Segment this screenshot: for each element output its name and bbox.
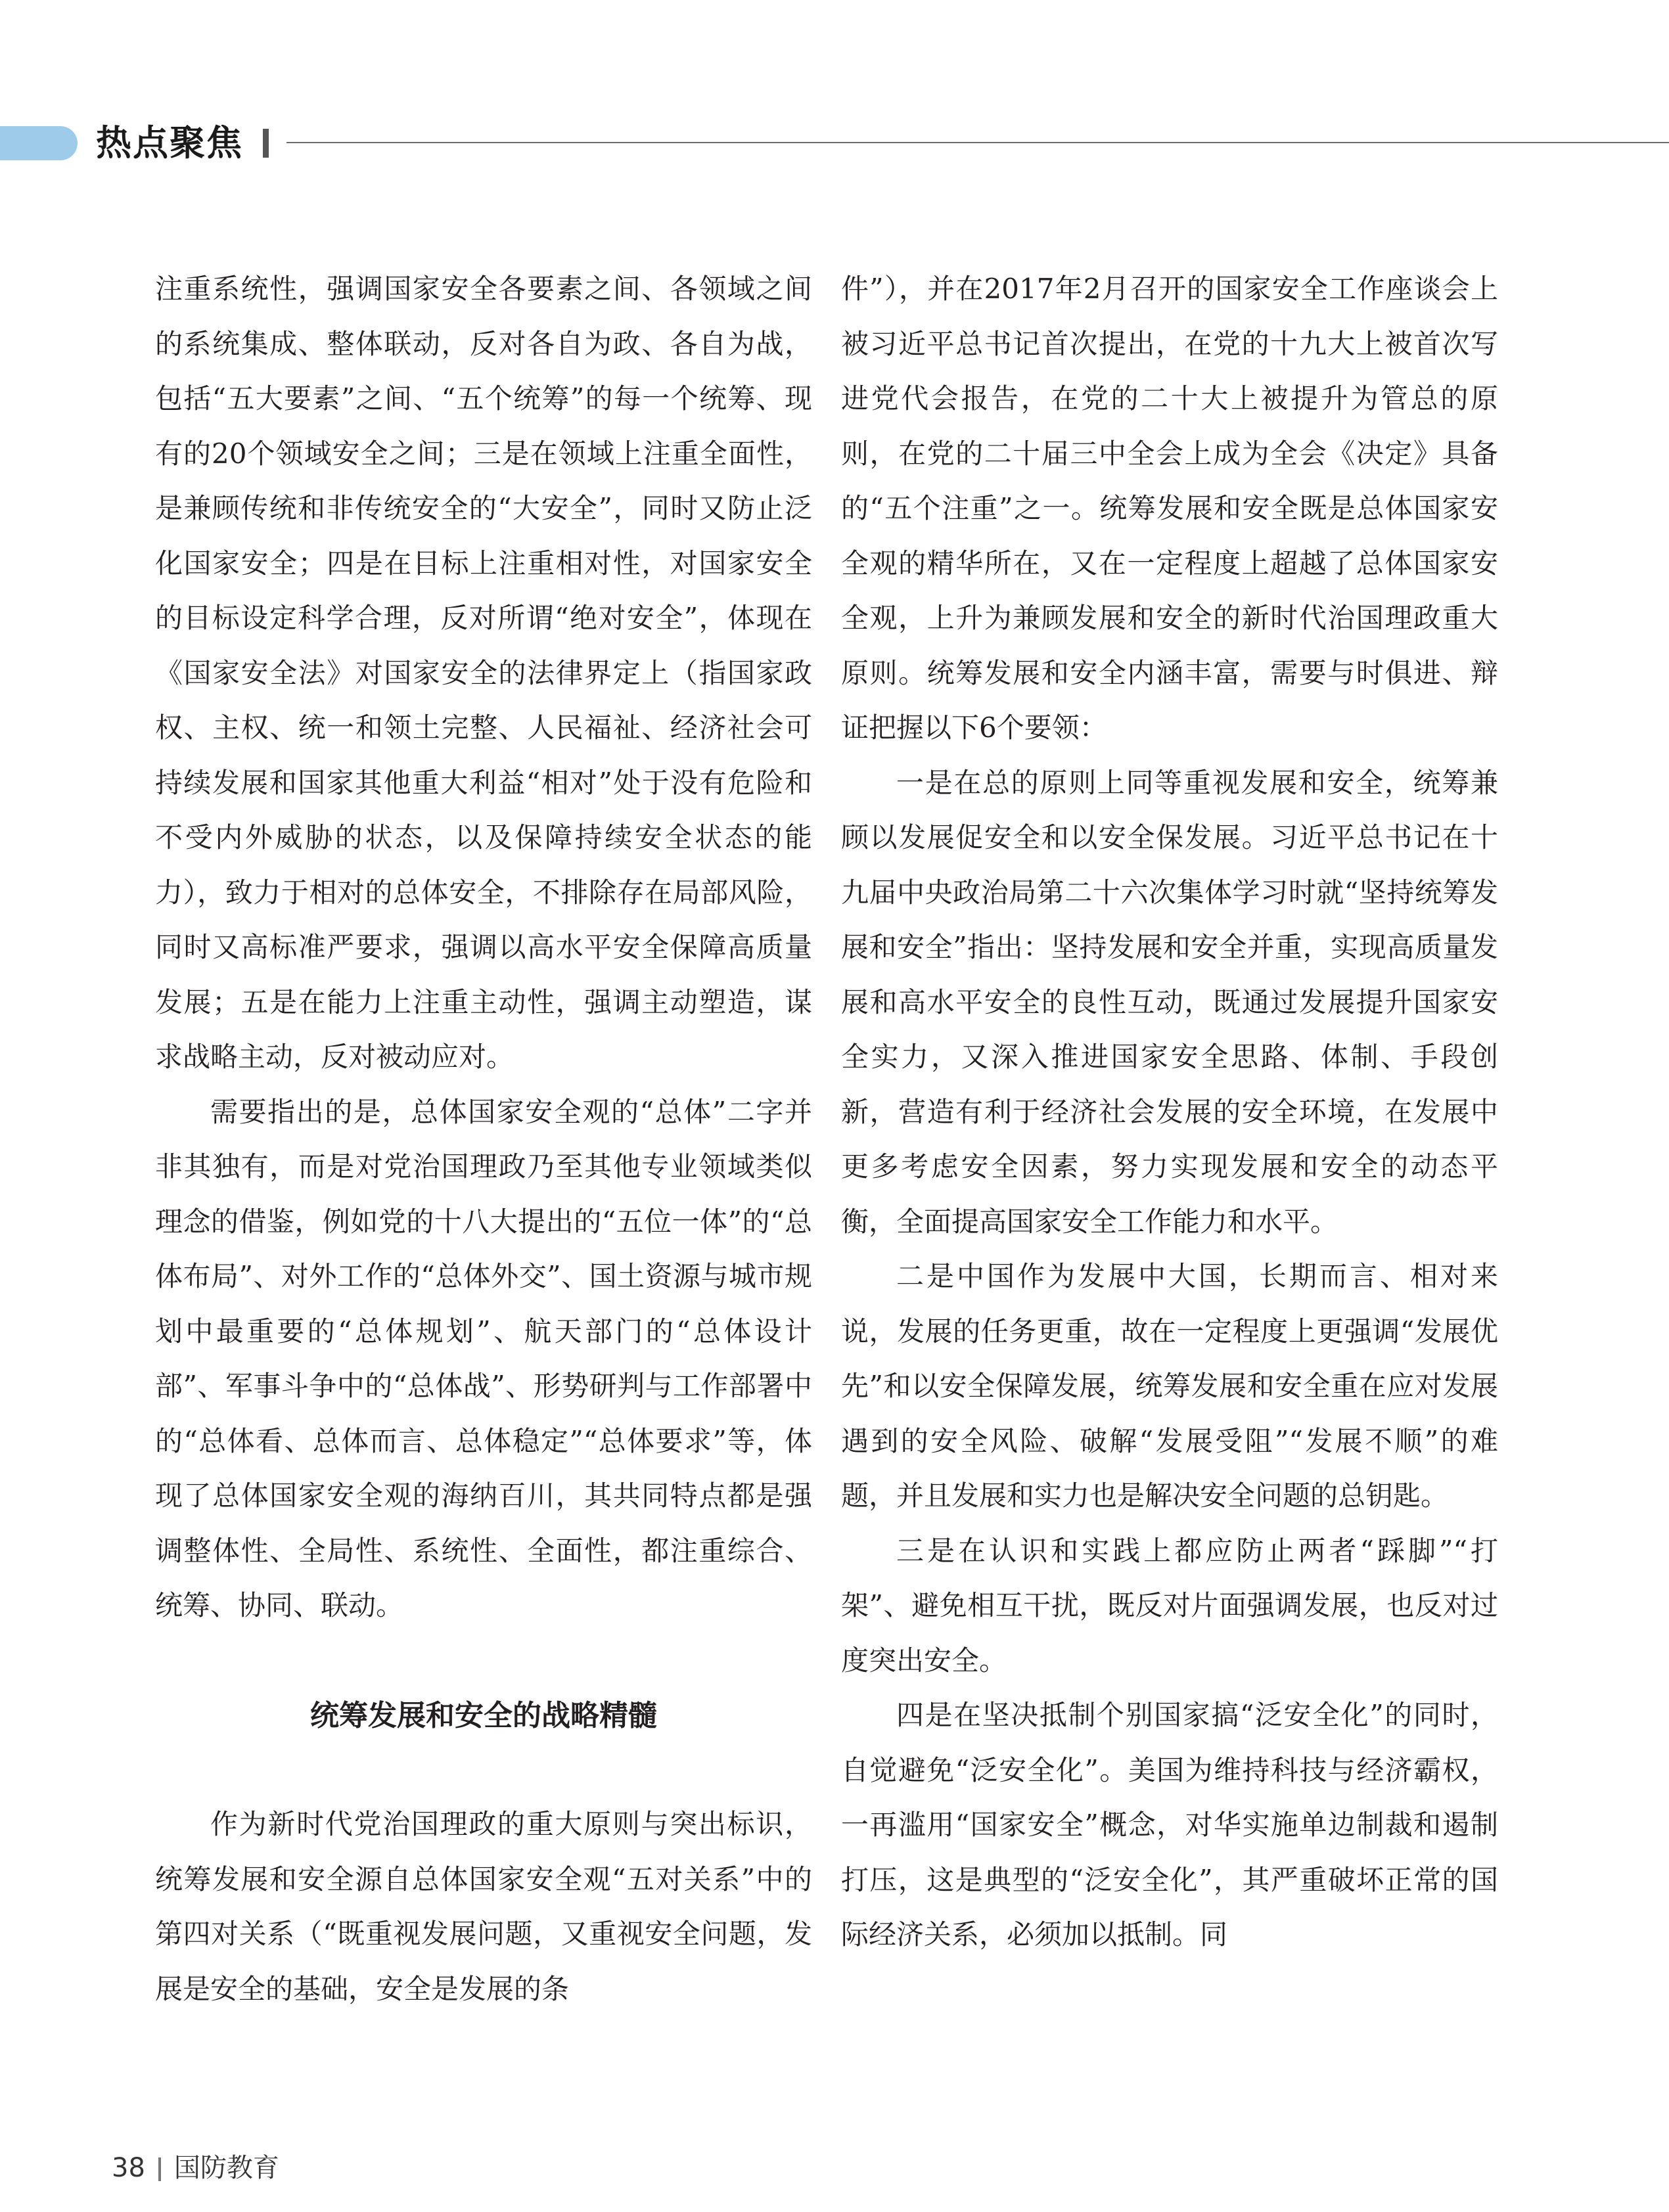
footer-separator [158, 2157, 161, 2181]
paragraph: 二是中国作为发展中大国，长期而言、相对来说，发展的任务更重，故在一定程度上更强调“发展优先”和以安全保障发展，统筹发展和安全重在应对发展遇到的安全风险、破解“发展受阻”“发展不顺”的难题，并且发展和实力也是解决安全问题的总钥匙。 [841, 1260, 1498, 1512]
publication-name: 国防教育 [173, 2153, 279, 2183]
paragraph: 三是在认识和实践上都应防止两者“踩脚”“打架”、避免相互干扰，既反对片面强调发展，也反对过度突出安全。 [841, 1534, 1498, 1677]
left-column [155, 261, 812, 2094]
header-divider-bar [263, 129, 269, 158]
paragraph: 一是在总的原则上同等重视发展和安全，统筹兼顾以发展促安全和以安全保发展。习近平总书记在十九届中央政治局第二十六次集体学习时就“坚持统筹发展和安全”指出：坚持发展和安全并重，实现高质量发展和高水平安全的良性互动，既通过发展提升国家安全实力，又深入推进国家安全思路、体制、手段创新，营造有利于经济社会发展的安全环境，在发展中更多考虑安全因素，努力实现发展和安全的动态平衡，全面提高国家安全工作能力和水平。 [841, 766, 1498, 1238]
paragraph: 注重系统性，强调国家安全各要素之间、各领域之间的系统集成、整体联动，反对各自为政、各自为战，包括“五大要素”之间、“五个统筹”的每一个统筹、现有的20个领域安全之间；三是在领域上注重全面性，是兼顾传统和非传统安全的“大安全”，同时又防止泛化国家安全；四是在目标上注重相对性，对国家安全的目标设定科学合理，反对所谓“绝对安全”，体现在《国家安全法》对国家安全的法律界定上（指国家政权、主权、统一和领土完整、人民福祉、经济社会可持续发展和国家其他重大利益“相对”处于没有危险和不受内外威胁的状态，以及保障持续安全状态的能力），致力于相对的总体安全，不排除存在局部风险，同时又高标准严要求，强调以高水平安全保障高质量发展；五是在能力上注重主动性，强调主动塑造，谋求战略主动，反对被动应对。 [155, 273, 812, 1073]
paragraph: 四是在坚决抵制个别国家搞“泛安全化”的同时，自觉避免“泛安全化”。美国为维持科技与经济霸权，一再滥用“国家安全”概念，对华实施单边制裁和遏制打压，这是典型的“泛安全化”，其严重破坏正常的国际经济关系，必须加以抵制。同 [841, 1699, 1498, 1951]
section-title: 热点聚焦 [96, 122, 243, 164]
page-header [0, 0, 1669, 171]
page-number: 38 [112, 2153, 145, 2183]
right-column [841, 261, 1498, 2094]
section-heading: 统筹发展和安全的战略精髓 [310, 1698, 657, 1732]
header-rule [286, 142, 1669, 143]
paragraph: 件”），并在2017年2月召开的国家安全工作座谈会上被习近平总书记首次提出，在党的十九大上被首次写进党代会报告，在党的二十大上被提升为管总的原则，在党的二十届三中全会上成为全会《决定》具备的“五个注重”之一。统筹发展和安全既是总体国家安全观的精华所在，又在一定程度上超越了总体国家安全观，上升为兼顾发展和安全的新时代治国理政重大原则。统筹发展和安全内涵丰富，需要与时俱进、辩证把握以下6个要领： [841, 273, 1498, 744]
paragraph: 需要指出的是，总体国家安全观的“总体”二字并非其独有，而是对党治国理政乃至其他专业领域类似理念的借鉴，例如党的十八大提出的“五位一体”的“总体布局”、对外工作的“总体外交”、国土资源与城市规划中最重要的“总体规划”、航天部门的“总体设计部”、军事斗争中的“总体战”、形势研判与工作部署中的“总体看、总体而言、总体稳定”“总体要求”等，体现了总体国家安全观的海纳百川，其共同特点都是强调整体性、全局性、系统性、全面性，都注重综合、统筹、协同、联动。 [155, 1095, 812, 1621]
page-footer [112, 2148, 279, 2188]
header-accent-tab [0, 126, 78, 160]
paragraph: 作为新时代党治国理政的重大原则与突出标识，统筹发展和安全源自总体国家安全观“五对关系”中的第四对关系（“既重视发展问题，又重视安全问题，发展是安全的基础，安全是发展的条 [155, 1808, 812, 2005]
